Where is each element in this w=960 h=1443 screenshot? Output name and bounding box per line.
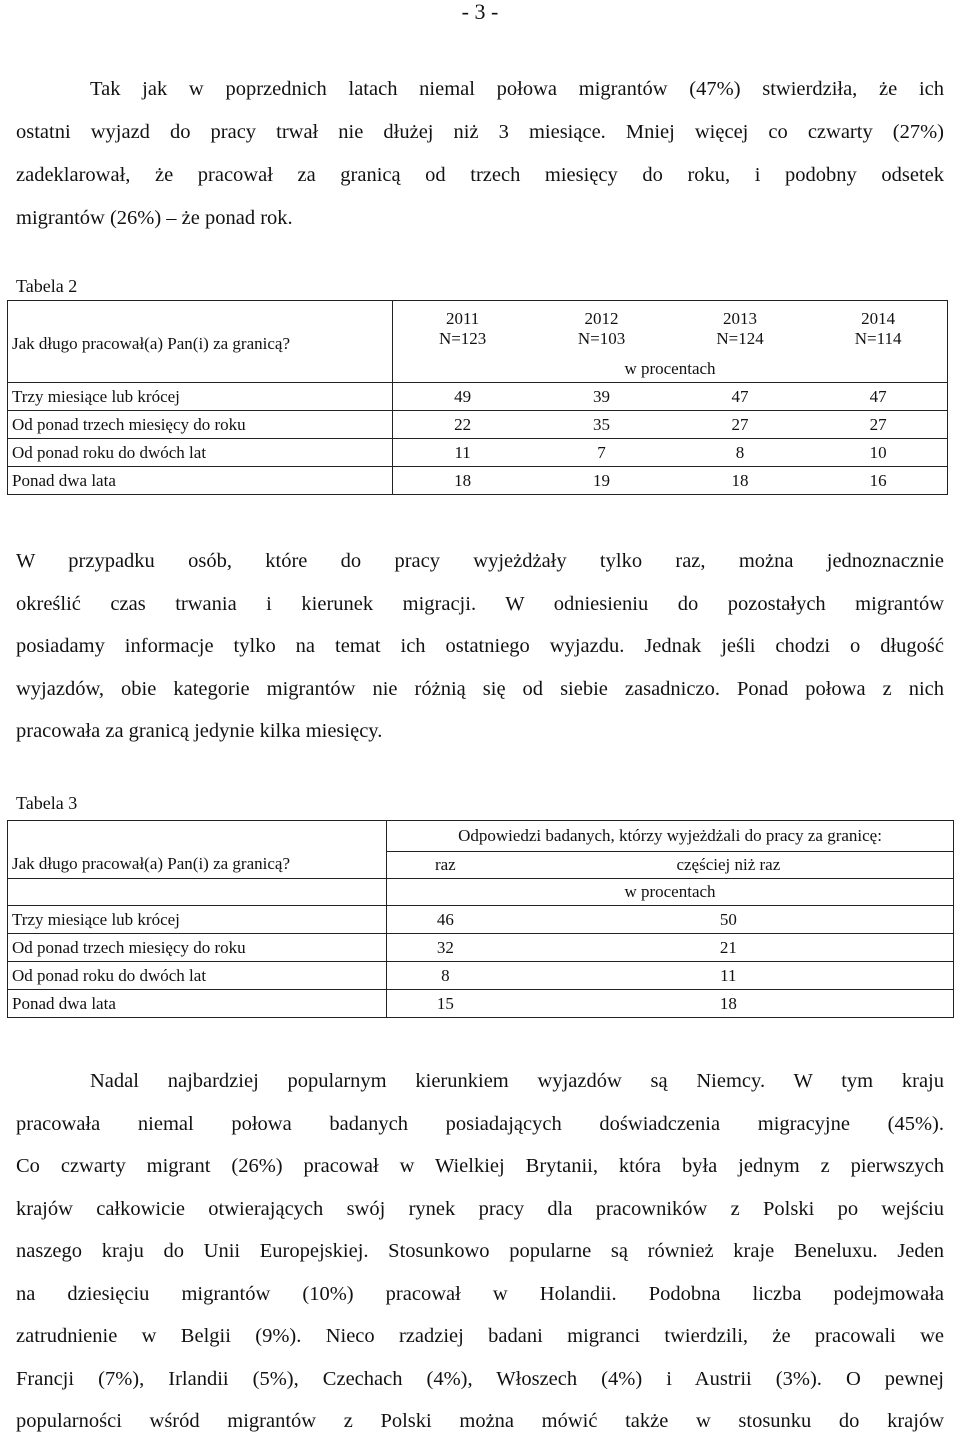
cell-value: 50	[504, 906, 954, 934]
year-header: 2014 N=114	[854, 308, 902, 348]
paragraph-line: ostatni wyjazd do pracy trwał nie dłużej niż 3 miesiące. Mniej więcej co czwarty (27%)	[16, 121, 944, 143]
unit-label: w procentach	[624, 359, 716, 378]
paragraph-line: Nadal najbardziej popularnym kierunkiem wyjazdów są Niemcy. W tym kraju	[90, 1070, 944, 1092]
paragraph-1	[16, 68, 944, 240]
row-label: Od ponad roku do dwóch lat	[8, 439, 393, 467]
paragraph-line: migrantów (26%) – że ponad rok.	[16, 207, 293, 229]
paragraph-line: posiadamy informacje tylko na temat ich ostatniego wyjazdu. Jednak jeśli chodzi o długość	[16, 635, 944, 658]
paragraph-line: krajów całkowicie otwierających swój rynek pracy dla pracowników z Polski po wejściu	[16, 1197, 944, 1220]
cell-value: 7	[532, 439, 671, 467]
cell-value: 16	[809, 467, 947, 495]
empty-cell	[8, 879, 387, 906]
cell-value: 46	[387, 906, 504, 934]
column-header: częściej niż raz	[504, 852, 954, 879]
column-header: raz	[387, 852, 504, 879]
table-2-label: Tabela 2	[16, 276, 78, 296]
cell-value: 8	[671, 439, 810, 467]
cell-value: 10	[809, 439, 947, 467]
empty-cell	[8, 356, 393, 383]
cell-value: 39	[532, 383, 671, 411]
row-label: Ponad dwa lata	[8, 990, 387, 1018]
cell-value: 18	[393, 467, 533, 495]
cell-value: 8	[387, 962, 504, 990]
table-3-label: Tabela 3	[16, 793, 78, 813]
cell-value: 15	[387, 990, 504, 1018]
table-row	[8, 383, 948, 411]
unit-label: w procentach	[387, 879, 954, 906]
cell-value: 32	[387, 934, 504, 962]
cell-value: 27	[671, 411, 810, 439]
row-label: Trzy miesiące lub krócej	[8, 383, 393, 411]
paragraph-3	[16, 1060, 944, 1443]
table-row	[8, 439, 948, 467]
paragraph-line: Francji (7%), Irlandii (5%), Czechach (4%), Włoszech (4%) i Austrii (3%). O pewnej	[16, 1367, 944, 1390]
paragraph-line: Tak jak w poprzednich latach niemal połowa migrantów (47%) stwierdziła, że ich	[90, 78, 944, 100]
cell-value: 18	[504, 990, 954, 1018]
paragraph-line: pracowała za granicą jedynie kilka miesięcy.	[16, 720, 383, 743]
table-row	[8, 990, 954, 1018]
year-header: 2013 N=124	[716, 308, 764, 348]
cell-value: 22	[393, 411, 533, 439]
cell-value: 47	[671, 383, 810, 411]
cell-value: 19	[532, 467, 671, 495]
row-label: Trzy miesiące lub krócej	[8, 906, 387, 934]
year-header: 2011 N=123	[438, 308, 487, 348]
table-row	[8, 411, 948, 439]
table-3-header: Odpowiedzi badanych, którzy wyjeżdżali do pracy za granicę:	[458, 826, 882, 845]
table-row	[8, 467, 948, 495]
table-2-question: Jak długo pracował(a) Pan(i) za granicą?	[8, 301, 393, 357]
cell-value: 47	[809, 383, 947, 411]
page-number: - 3 -	[461, 0, 499, 24]
row-label: Od ponad trzech miesięcy do roku	[8, 411, 393, 439]
table-3-question: Jak długo pracował(a) Pan(i) za granicą?	[8, 821, 387, 879]
paragraph-line: zadeklarował, że pracował za granicą od trzech miesięcy do roku, i podobny odsetek	[16, 164, 944, 186]
cell-value: 35	[532, 411, 671, 439]
table-row	[8, 934, 954, 962]
row-label: Od ponad trzech miesięcy do roku	[8, 934, 387, 962]
table-row	[8, 906, 954, 934]
paragraph-line: W przypadku osób, które do pracy wyjeżdżały tylko raz, można jednoznacznie	[16, 550, 944, 572]
table-row	[8, 962, 954, 990]
paragraph-line: wyjazdów, obie kategorie migrantów nie różnią się od siebie zasadniczo. Ponad połowa z nich	[16, 677, 944, 700]
cell-value: 27	[809, 411, 947, 439]
cell-value: 11	[504, 962, 954, 990]
row-label: Od ponad roku do dwóch lat	[8, 962, 387, 990]
table-3	[7, 820, 954, 1018]
table-2	[7, 300, 948, 495]
paragraph-line: pracowała niemal połowa badanych posiadających doświadczenia migracyjne (45%).	[16, 1112, 944, 1135]
paragraph-line: popularności wśród migrantów z Polski można mówić także w stosunku do krajów	[16, 1410, 944, 1432]
paragraph-line: na dziesięciu migrantów (10%) pracował w Holandii. Podobna liczba podejmowała	[16, 1282, 944, 1305]
cell-value: 49	[393, 383, 533, 411]
cell-value: 21	[504, 934, 954, 962]
paragraph-line: zatrudnienie w Belgii (9%). Nieco rzadziej badani migranci twierdzili, że pracowali we	[16, 1325, 944, 1347]
paragraph-line: określić czas trwania i kierunek migracji. W odniesieniu do pozostałych migrantów	[16, 592, 944, 615]
paragraph-line: Co czwarty migrant (26%) pracował w Wielkiej Brytanii, która była jednym z pierwszych	[16, 1155, 944, 1177]
year-header: 2012 N=103	[577, 308, 626, 348]
cell-value: 18	[671, 467, 810, 495]
cell-value: 11	[393, 439, 533, 467]
row-label: Ponad dwa lata	[8, 467, 393, 495]
paragraph-line: naszego kraju do Unii Europejskiej. Stosunkowo popularne są również kraje Beneluxu. Jeden	[16, 1240, 944, 1262]
paragraph-2	[16, 540, 944, 753]
